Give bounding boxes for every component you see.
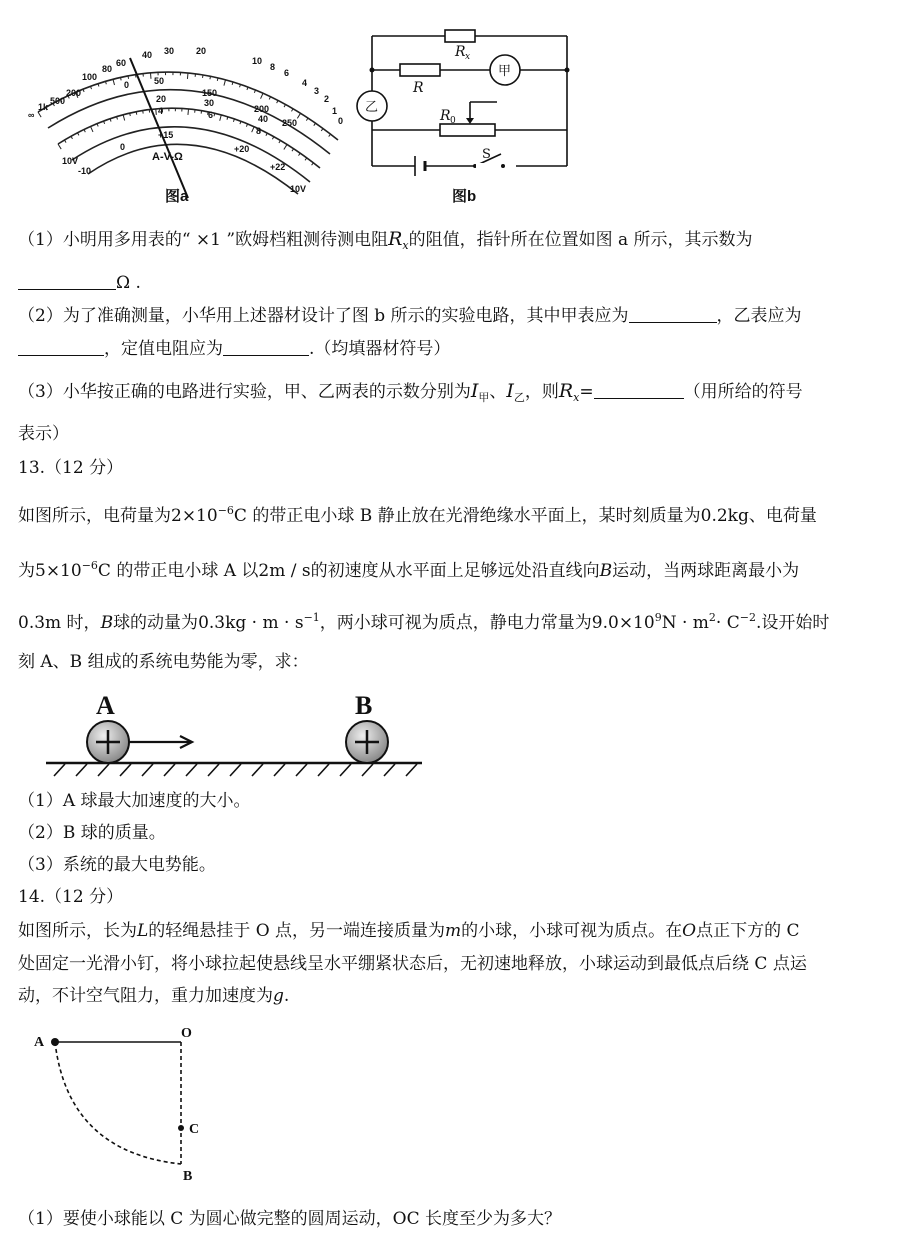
hatch-stroke <box>186 764 197 776</box>
q12-blank-2[interactable] <box>629 322 717 323</box>
dial-tick <box>188 109 189 115</box>
dial-tick <box>58 144 61 149</box>
q12-p2-text-b: ，乙表应为 <box>716 306 802 326</box>
dial-label-4: 4 <box>302 78 308 88</box>
dial-tick <box>252 127 254 132</box>
figure-b-caption: 图b <box>452 188 477 205</box>
dial-mid-250: 250 <box>282 118 298 128</box>
label-switch: S <box>482 147 491 162</box>
dial-tick <box>321 129 323 131</box>
dial-tick <box>329 134 331 136</box>
dial-label-0: 0 <box>338 116 344 126</box>
q13-l2-b: C 的带正电小球 A 以 <box>97 561 259 581</box>
q14-title: 14.（12 分） <box>18 887 124 907</box>
pendulum-label-o: O <box>181 1026 192 1041</box>
dial-db-plus22: +22 <box>270 162 286 172</box>
q13-l1-c: 、电荷量 <box>748 506 817 526</box>
dial-tick <box>261 93 263 98</box>
label-rx-sub: x <box>465 52 471 62</box>
figure-b-circuit <box>345 18 585 188</box>
charged-balls-svg <box>40 686 430 781</box>
dial-mid2-20: 20 <box>156 94 167 104</box>
q13-sub3: （3）系统的最大电势能。 <box>18 855 216 875</box>
q13-line1 <box>18 500 817 527</box>
dial-tick <box>284 104 285 107</box>
dial-tick <box>38 112 41 117</box>
q13-l3-kexp2: 2 <box>708 611 716 624</box>
symbol-rx-2-sub: x <box>573 391 580 404</box>
hatch-stroke <box>362 764 373 776</box>
hatch-stroke <box>98 764 109 776</box>
ball-position-a <box>51 1038 59 1046</box>
symbol-i-yi-sub: 乙 <box>513 391 525 404</box>
dial-tick <box>123 115 125 121</box>
q12-p3-text-c: （用所给的符号 <box>683 382 803 402</box>
dial-tick <box>305 158 307 160</box>
q13-sub1: （1）A 球最大加速度的大小。 <box>18 791 251 811</box>
dial-mid-200: 200 <box>254 104 270 114</box>
dial-label-1: 1 <box>332 106 338 116</box>
dial-tick <box>312 163 314 165</box>
hatch-stroke <box>384 764 395 776</box>
q12-blank-1[interactable] <box>18 289 116 290</box>
dial-low-4: 4 <box>158 106 164 116</box>
q12-p2-text-d: .（均填器材符号） <box>309 339 451 359</box>
dial-tick <box>269 97 270 100</box>
q13-l2-exp: −6 <box>81 559 98 572</box>
hatch-stroke <box>340 764 351 776</box>
symbol-i-jia-sub: 甲 <box>478 391 490 404</box>
dial-label-6: 6 <box>284 68 290 78</box>
q13-l3-kunit: N · m <box>661 613 709 633</box>
dial-label-500: 500 <box>50 96 66 106</box>
dial-db-plus15: +15 <box>158 130 174 140</box>
hatch-stroke <box>142 764 153 776</box>
dial-db-minus10: -10 <box>78 166 92 176</box>
dial-tick <box>279 140 281 143</box>
hatch-stroke <box>318 764 329 776</box>
q14-l1-c: 的小球，小球可视为质点。在 <box>461 921 683 941</box>
q13-l1-exp: −6 <box>217 504 234 517</box>
q13-l2-v: 2m / s <box>258 561 311 581</box>
resistor-rx <box>445 30 475 42</box>
q14-sub1: （1）要使小球能以 C 为圆心做完整的圆周运动，OC 长度至少为多大？ <box>18 1209 561 1229</box>
dial-tick <box>284 144 287 149</box>
q13-l1-b: C 的带正电小球 B 静止放在光滑绝缘水平面上，某时刻质量为 <box>233 506 701 526</box>
dial-label-1k: 1k <box>38 102 49 112</box>
label-rx: R <box>455 44 466 60</box>
q14-line2: 处固定一光滑小钉，将小球拉起使悬线呈水平绷紧状态后，无初速地释放，小球运动到最低点后绕 C 点运 <box>18 954 807 974</box>
hatch-stroke <box>120 764 131 776</box>
q12-p3-eq: = <box>579 382 594 402</box>
figure-a-caption: 图a <box>165 188 189 205</box>
q13-l2-q: 5×10 <box>35 561 82 581</box>
dial-tick <box>128 76 129 79</box>
dial-tick <box>78 133 79 136</box>
dial-label-10: 10 <box>252 56 263 66</box>
q13-l3-pexp: −1 <box>303 611 320 624</box>
slider-arrow <box>466 118 474 124</box>
q13-l3-p: 0.3kg · m · s <box>198 613 304 633</box>
q14-l3-b: . <box>283 986 290 1006</box>
nail-c <box>178 1125 184 1131</box>
q14-l1-O: O <box>682 921 697 941</box>
ball-a-label: A <box>96 691 115 720</box>
dial-label-30: 30 <box>164 46 175 56</box>
dial-db-plus20: +20 <box>234 144 250 154</box>
dial-tick <box>297 113 300 118</box>
hatch-stroke <box>296 764 307 776</box>
dial-tick <box>292 149 294 152</box>
dial-tick <box>217 78 218 81</box>
dial-label-2: 2 <box>324 94 330 104</box>
symbol-rx: R <box>388 228 403 250</box>
junction-dot-right <box>565 68 570 73</box>
dial-label-40: 40 <box>142 50 153 60</box>
q13-l3-b-symbol: B <box>100 613 114 633</box>
q13-l1-m: 0.2kg <box>700 506 749 526</box>
q12-part3-line2: 表示） <box>18 424 69 444</box>
dial-low-6: 6 <box>208 110 214 120</box>
dial-tick <box>113 79 115 85</box>
q13-l3-kexp: 9 <box>654 611 662 624</box>
dial-tick <box>220 115 222 121</box>
label-r: R <box>413 80 424 96</box>
dial-mid-50: 50 <box>154 76 165 86</box>
dial-tick <box>224 80 226 86</box>
q12-part1-line1 <box>18 228 753 257</box>
q14-l1-a: 如图所示，长为 <box>18 921 137 941</box>
dial-tick <box>314 123 316 125</box>
label-r0-sub: 0 <box>450 116 456 126</box>
dial-mid-0: 0 <box>124 80 130 90</box>
dial-tick <box>210 76 211 79</box>
pendulum-label-c: C <box>189 1122 200 1137</box>
q12-p1-unit: Ω . <box>116 273 141 293</box>
q12-p2-text-c: ，定值电阻应为 <box>104 339 223 359</box>
q12-blank-4[interactable] <box>223 355 309 356</box>
q14-l1-m: m <box>445 921 462 941</box>
hatch-stroke <box>274 764 285 776</box>
dial-arc-3 <box>58 108 320 168</box>
dial-label-3: 3 <box>314 86 320 96</box>
q12-blank-3[interactable] <box>18 355 104 356</box>
switch-contact <box>501 164 505 168</box>
hatch-stroke <box>76 764 87 776</box>
dial-tick <box>306 118 308 121</box>
dial-unit-label: A-V-Ω <box>152 151 183 163</box>
q14-l3-g: g <box>273 986 284 1006</box>
dial-label-inf: ∞ <box>28 110 35 120</box>
q12-part3-line1 <box>18 380 803 409</box>
dial-tick <box>291 109 293 112</box>
q13-l2-a: 为 <box>18 561 35 581</box>
q14-l1-L: L <box>137 921 149 941</box>
dial-tick <box>84 129 85 132</box>
pendulum-svg <box>28 1024 218 1184</box>
hatch-stroke <box>252 764 263 776</box>
q13-l2-c: 的初速度从水平面上足够远处沿直线向 <box>310 561 600 581</box>
symbol-i-yi: I <box>506 380 514 402</box>
dial-label-20: 20 <box>196 46 207 56</box>
dial-db-0: 0 <box>120 142 126 152</box>
dial-label-60: 60 <box>116 58 127 68</box>
q13-l3-kunit2: · C <box>715 613 740 633</box>
figure-charged-balls <box>40 686 430 781</box>
pendulum-label-a: A <box>34 1035 45 1050</box>
q13-l2-b-symbol: B <box>599 561 613 581</box>
q14-line3 <box>18 985 289 1007</box>
figure-pendulum <box>28 1024 218 1184</box>
symbol-rx-2: R <box>558 380 574 402</box>
q12-p1-text-a: （1）小明用多用表的“ ×1 ”欧姆档粗测待测电阻 <box>18 230 389 250</box>
q13-l3-kexp3: −2 <box>739 611 756 624</box>
q13-l3-c: ，两小球可视为质点，静电力常量为 <box>319 613 592 633</box>
switch-gap <box>476 163 516 169</box>
dial-tick <box>277 100 278 103</box>
dial-tick <box>130 113 131 116</box>
junction-dot-left <box>370 68 375 73</box>
dial-tick <box>121 77 122 80</box>
q14-l1-d: 点正下方的 C <box>696 921 800 941</box>
q12-blank-5[interactable] <box>594 398 684 399</box>
label-r0: R <box>440 108 451 124</box>
ground-hatching <box>54 764 417 776</box>
dial-label-8: 8 <box>270 62 276 72</box>
q14-l1-b: 的轻绳悬挂于 O 点，另一端连接质量为 <box>148 921 446 941</box>
q13-l3-a: 0.3m 时， <box>18 613 101 633</box>
q13-line4: 刻 A、B 组成的系统电势能为零，求： <box>18 652 309 672</box>
dial-label-80: 80 <box>102 64 113 74</box>
dial-low-8: 8 <box>256 126 262 136</box>
symbol-i-jia: I <box>470 380 479 402</box>
label-yi: 乙 <box>365 100 379 115</box>
dial-tick <box>71 136 72 139</box>
dial-tick <box>272 137 273 140</box>
q13-l3-d: .设开始时 <box>755 613 830 633</box>
q12-part2-line2 <box>18 338 450 360</box>
dial-tick <box>298 153 300 155</box>
hatch-stroke <box>406 764 417 776</box>
hatch-stroke <box>208 764 219 776</box>
dial-tick <box>65 140 67 143</box>
q12-p1-text-b: 的阻值，指针所在位置如图 a 所示，其示数为 <box>408 230 753 250</box>
dial-tick <box>266 133 267 136</box>
q12-part1-line2 <box>18 272 141 294</box>
resistor-r0 <box>440 124 495 136</box>
q12-part2-line1 <box>18 305 802 327</box>
dial-right-end: 10V <box>290 184 307 194</box>
q12-p3-text-b: ，则 <box>524 382 559 402</box>
q13-title: 13.（12 分） <box>18 458 124 478</box>
q13-line2 <box>18 555 799 582</box>
dial-mid2-40: 40 <box>258 114 269 124</box>
pendulum-label-b: B <box>183 1169 193 1184</box>
q12-p3-sep: 、 <box>489 382 507 402</box>
dial-tick <box>214 113 215 116</box>
circuit-svg <box>345 18 585 188</box>
symbol-rx-sub: x <box>402 239 409 252</box>
q13-l3-k: 9.0×10 <box>591 613 655 633</box>
q14-l3-a: 动，不计空气阻力，重力加速度为 <box>18 986 273 1006</box>
dial-label-100: 100 <box>82 72 98 82</box>
dial-mid2-30: 30 <box>204 98 215 108</box>
swing-arc <box>55 1042 181 1164</box>
q12-p2-text-a: （2）为了准确测量，小华用上述器材设计了图 b 所示的实验电路，其中甲表应为 <box>18 306 629 326</box>
q13-line3 <box>18 607 829 634</box>
label-jia: 甲 <box>498 64 512 79</box>
q12-p3-text-a: （3）小华按正确的电路进行实验，甲、乙两表的示数分别为 <box>18 382 471 402</box>
q13-l1-a: 如图所示，电荷量为 <box>18 506 171 526</box>
q14-line1 <box>18 920 800 942</box>
q13-l3-b: 球的动量为 <box>113 613 199 633</box>
q13-l2-d: 运动，当两球距离最小为 <box>612 561 800 581</box>
dial-tick <box>136 112 137 115</box>
dial-label-200: 200 <box>66 88 82 98</box>
dial-mid-150: 150 <box>202 88 218 98</box>
dial-tick <box>187 73 188 79</box>
hatch-stroke <box>230 764 241 776</box>
resistor-r <box>400 64 440 76</box>
dial-left-end: 10V <box>62 156 79 166</box>
ball-b-label: B <box>355 691 373 720</box>
q13-l1-q: 2×10 <box>171 506 218 526</box>
q13-sub2: （2）B 球的质量。 <box>18 823 166 843</box>
hatch-stroke <box>54 764 65 776</box>
dial-arc-4 <box>72 127 310 182</box>
dial-tick <box>91 126 93 131</box>
hatch-stroke <box>164 764 175 776</box>
dial-tick <box>156 109 157 115</box>
